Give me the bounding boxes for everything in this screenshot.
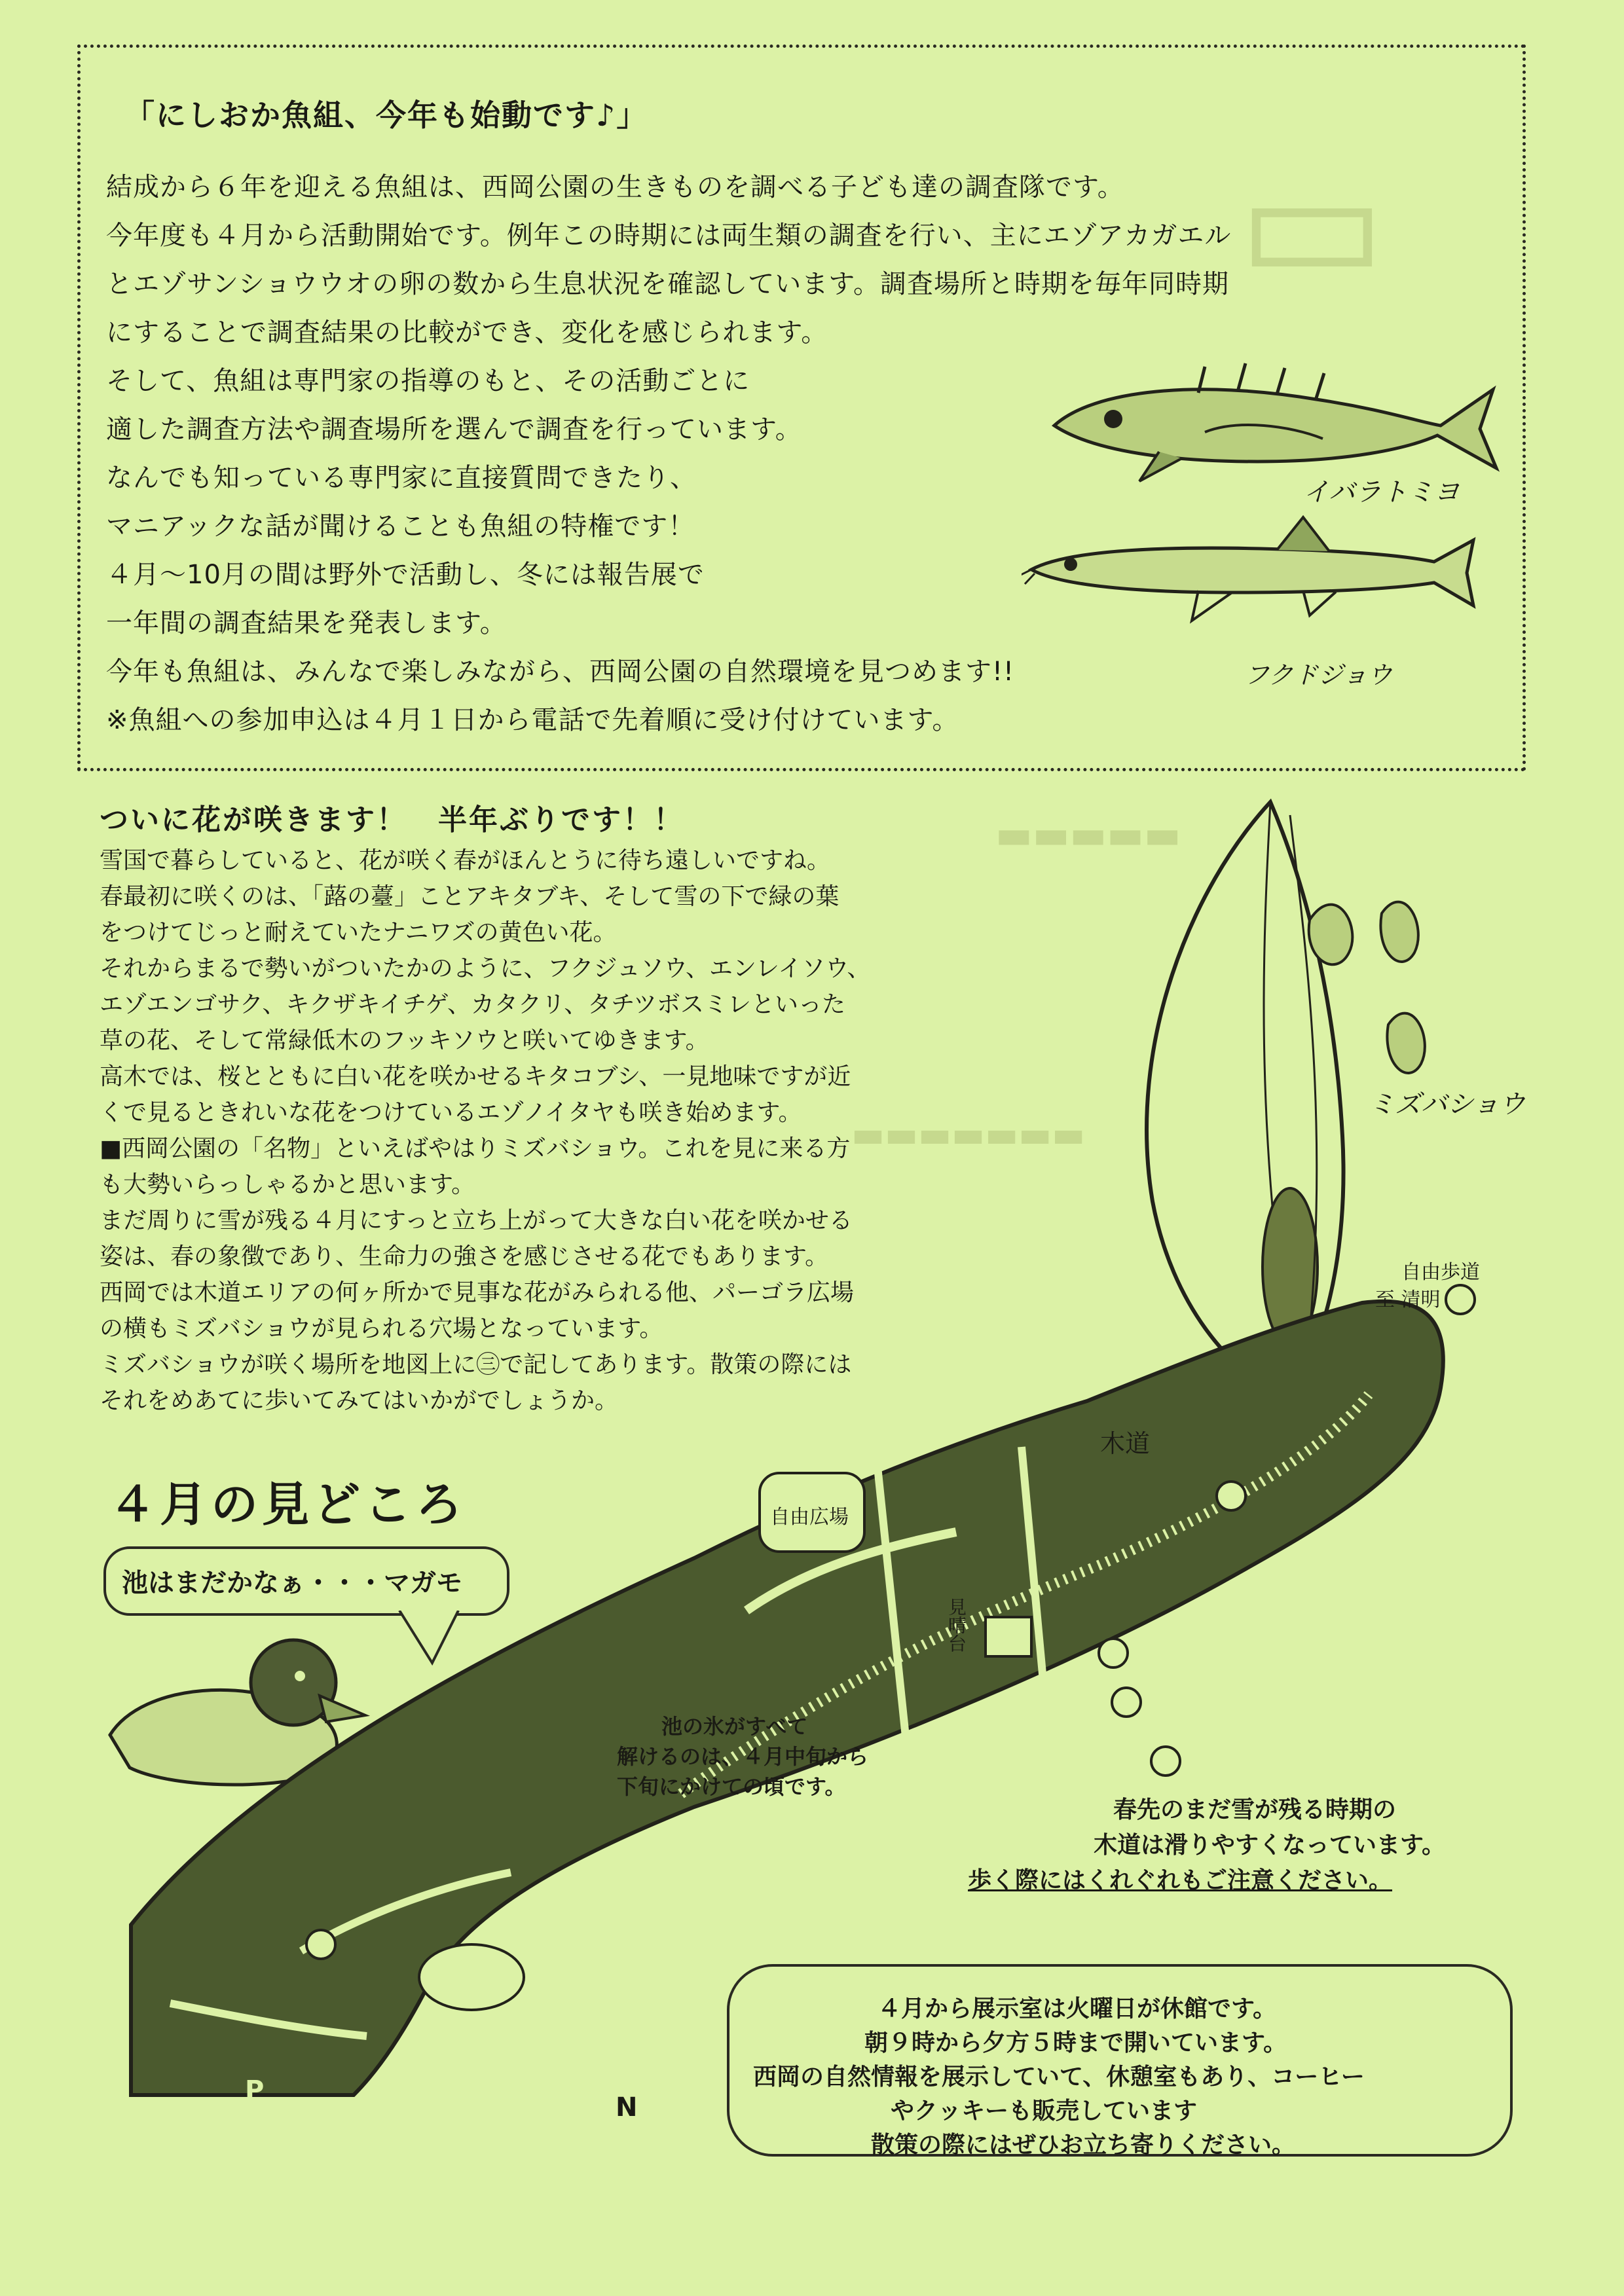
uogumi-line: とエゾサンショウウオの卵の数から生息状況を確認しています。調査場所と時期を毎年同時期 [106,269,1229,299]
flowers-line: エゾエンゴサク、キクザキイチゲ、カタクリ、タチツボスミレといった [100,991,846,1018]
april-highlights-title: ４月の見どころ [109,1477,467,1532]
map-label-north: N [616,2092,638,2123]
flowers-title: ついに花が咲きます！ 半年ぶりです！！ [100,803,684,837]
ice-note-line: 下旬にかけての頃です。 [617,1774,846,1799]
flowers-line: 姿は、春の象徴であり、生命力の強さを感じさせる花でもあります。 [100,1243,829,1270]
flowers-line: それをめあてに歩いてみてはいかがでしょうか。 [100,1387,619,1414]
flowers-line: をつけてじっと耐えていたナニワズの黄色い花。 [100,919,617,946]
info-line: 西岡の自然情報を展示していて、休憩室もあり、コーヒー [753,2064,1365,2090]
flowers-line: まだ周りに雪が残る４月にすっと立ち上がって大きな白い花を咲かせる [100,1207,853,1234]
info-line: 朝９時から夕方５時まで開いています。 [864,2030,1287,2056]
uogumi-line: にすることで調査結果の比較ができ、変化を感じられます。 [106,318,828,348]
uogumi-line: 結成から６年を迎える魚組は、西岡公園の生きものを調べる子ども達の調査隊です。 [106,172,1124,202]
map-label-lookout: 見晴台 [946,1597,967,1652]
fish1-label: イバラトミヨ [1303,477,1460,507]
caution-line: 春先のまだ雪が残る時期の [1113,1796,1397,1823]
bleed-through-shape: ▬▬▬▬▬ [995,812,1181,858]
flowers-line: の横もミズバショウが見られる穴場となっています。 [100,1315,663,1342]
flowers-line: 高木では、桜とともに白い花を咲かせるキタコブシ、一見地味ですが近 [100,1063,851,1090]
flowers-line: も大勢いらっしゃるかと思います。 [100,1171,475,1198]
map-label-trail-to: 至 清明 [1375,1288,1441,1311]
ice-note-line: 池の氷がすべて [661,1714,808,1739]
uogumi-line: ※魚組への参加申込は４月１日から電話で先着順に受け付けています。 [106,705,959,735]
fish2-label: フクドジョウ [1244,661,1393,689]
flowers-line: ミズバショウが咲く場所を地図上に㊂で記してあります。散策の際には [100,1351,852,1378]
bleed-through-shape: ▭ [1238,131,1386,316]
info-line: 散策の際にはぜひお立ち寄りください。 [871,2132,1296,2159]
uogumi-line: 今年度も４月から活動開始です。例年この時期には両生類の調査を行い、主にエゾアカガエル [106,221,1232,251]
map-label-plaza: 自由広場 [770,1506,849,1529]
flowers-line: 春最初に咲くのは、「蕗の薹」ことアキタブキ、そして雪の下で緑の葉 [100,883,840,910]
uogumi-title: 「にしおか魚組、今年も始動です♪」 [124,98,648,133]
uogumi-line: 一年間の調査結果を発表します。 [106,608,507,638]
info-line: ４月から展示室は火曜日が休館です。 [877,1995,1277,2022]
uogumi-line: なんでも知っている専門家に直接質問できたり、 [106,463,697,493]
info-line: やクッキーも販売しています [891,2098,1198,2124]
map-label-boardwalk: 木道 [1100,1429,1151,1458]
flowers-line: 西岡では木道エリアの何ヶ所かで見事な花がみられる他、パーゴラ広場 [100,1279,855,1306]
skunk-cabbage-label: ミズバショウ [1369,1089,1526,1120]
uogumi-line: 適した調査方法や調査場所を選んで調査を行っています。 [106,414,802,445]
uogumi-line: ４月～10月の間は野外で活動し、冬には報告展で [106,560,705,590]
uogumi-line: 今年も魚組は、みんなで楽しみながら、西岡公園の自然環境を見つめます!! [106,657,1015,687]
flowers-line: ■西岡公園の「名物」といえばやはりミズバショウ。これを見に来る方 [100,1135,851,1162]
bleed-through-shape: ▬▬▬▬▬▬▬ [851,1113,1086,1155]
uogumi-line: マニアックな話が聞けることも魚組の特権です！ [106,511,695,541]
loach-fish-illustration [1022,511,1480,629]
map-label-trail: 自由歩道 [1401,1261,1480,1284]
ice-note-line: 解けるのは、４月中旬から [617,1744,869,1769]
flowers-line: それからまるで勢いがついたかのように、フクジュソウ、エンレイソウ、 [100,955,871,982]
flowers-line: 草の花、そして常緑低木のフッキソウと咲いてゆきます。 [100,1027,709,1054]
flowers-line: 雪国で暮らしていると、花が咲く春がほんとうに待ち遠しいですね。 [100,847,831,874]
speech-bubble-text: 池はまだかなぁ・・・マガモ [122,1568,462,1598]
stickleback-fish-illustration [1041,354,1500,491]
caution-line: 歩く際にはくれぐれもご注意ください。 [968,1867,1393,1894]
map-label-parking: P [245,2075,265,2105]
caution-line: 木道は滑りやすくなっています。 [1094,1832,1446,1859]
flowers-line: くで見るときれいな花をつけているエゾノイタヤも咲き始めます。 [100,1099,802,1126]
uogumi-line: そして、魚組は専門家の指導のもと、その活動ごとに [106,366,750,396]
